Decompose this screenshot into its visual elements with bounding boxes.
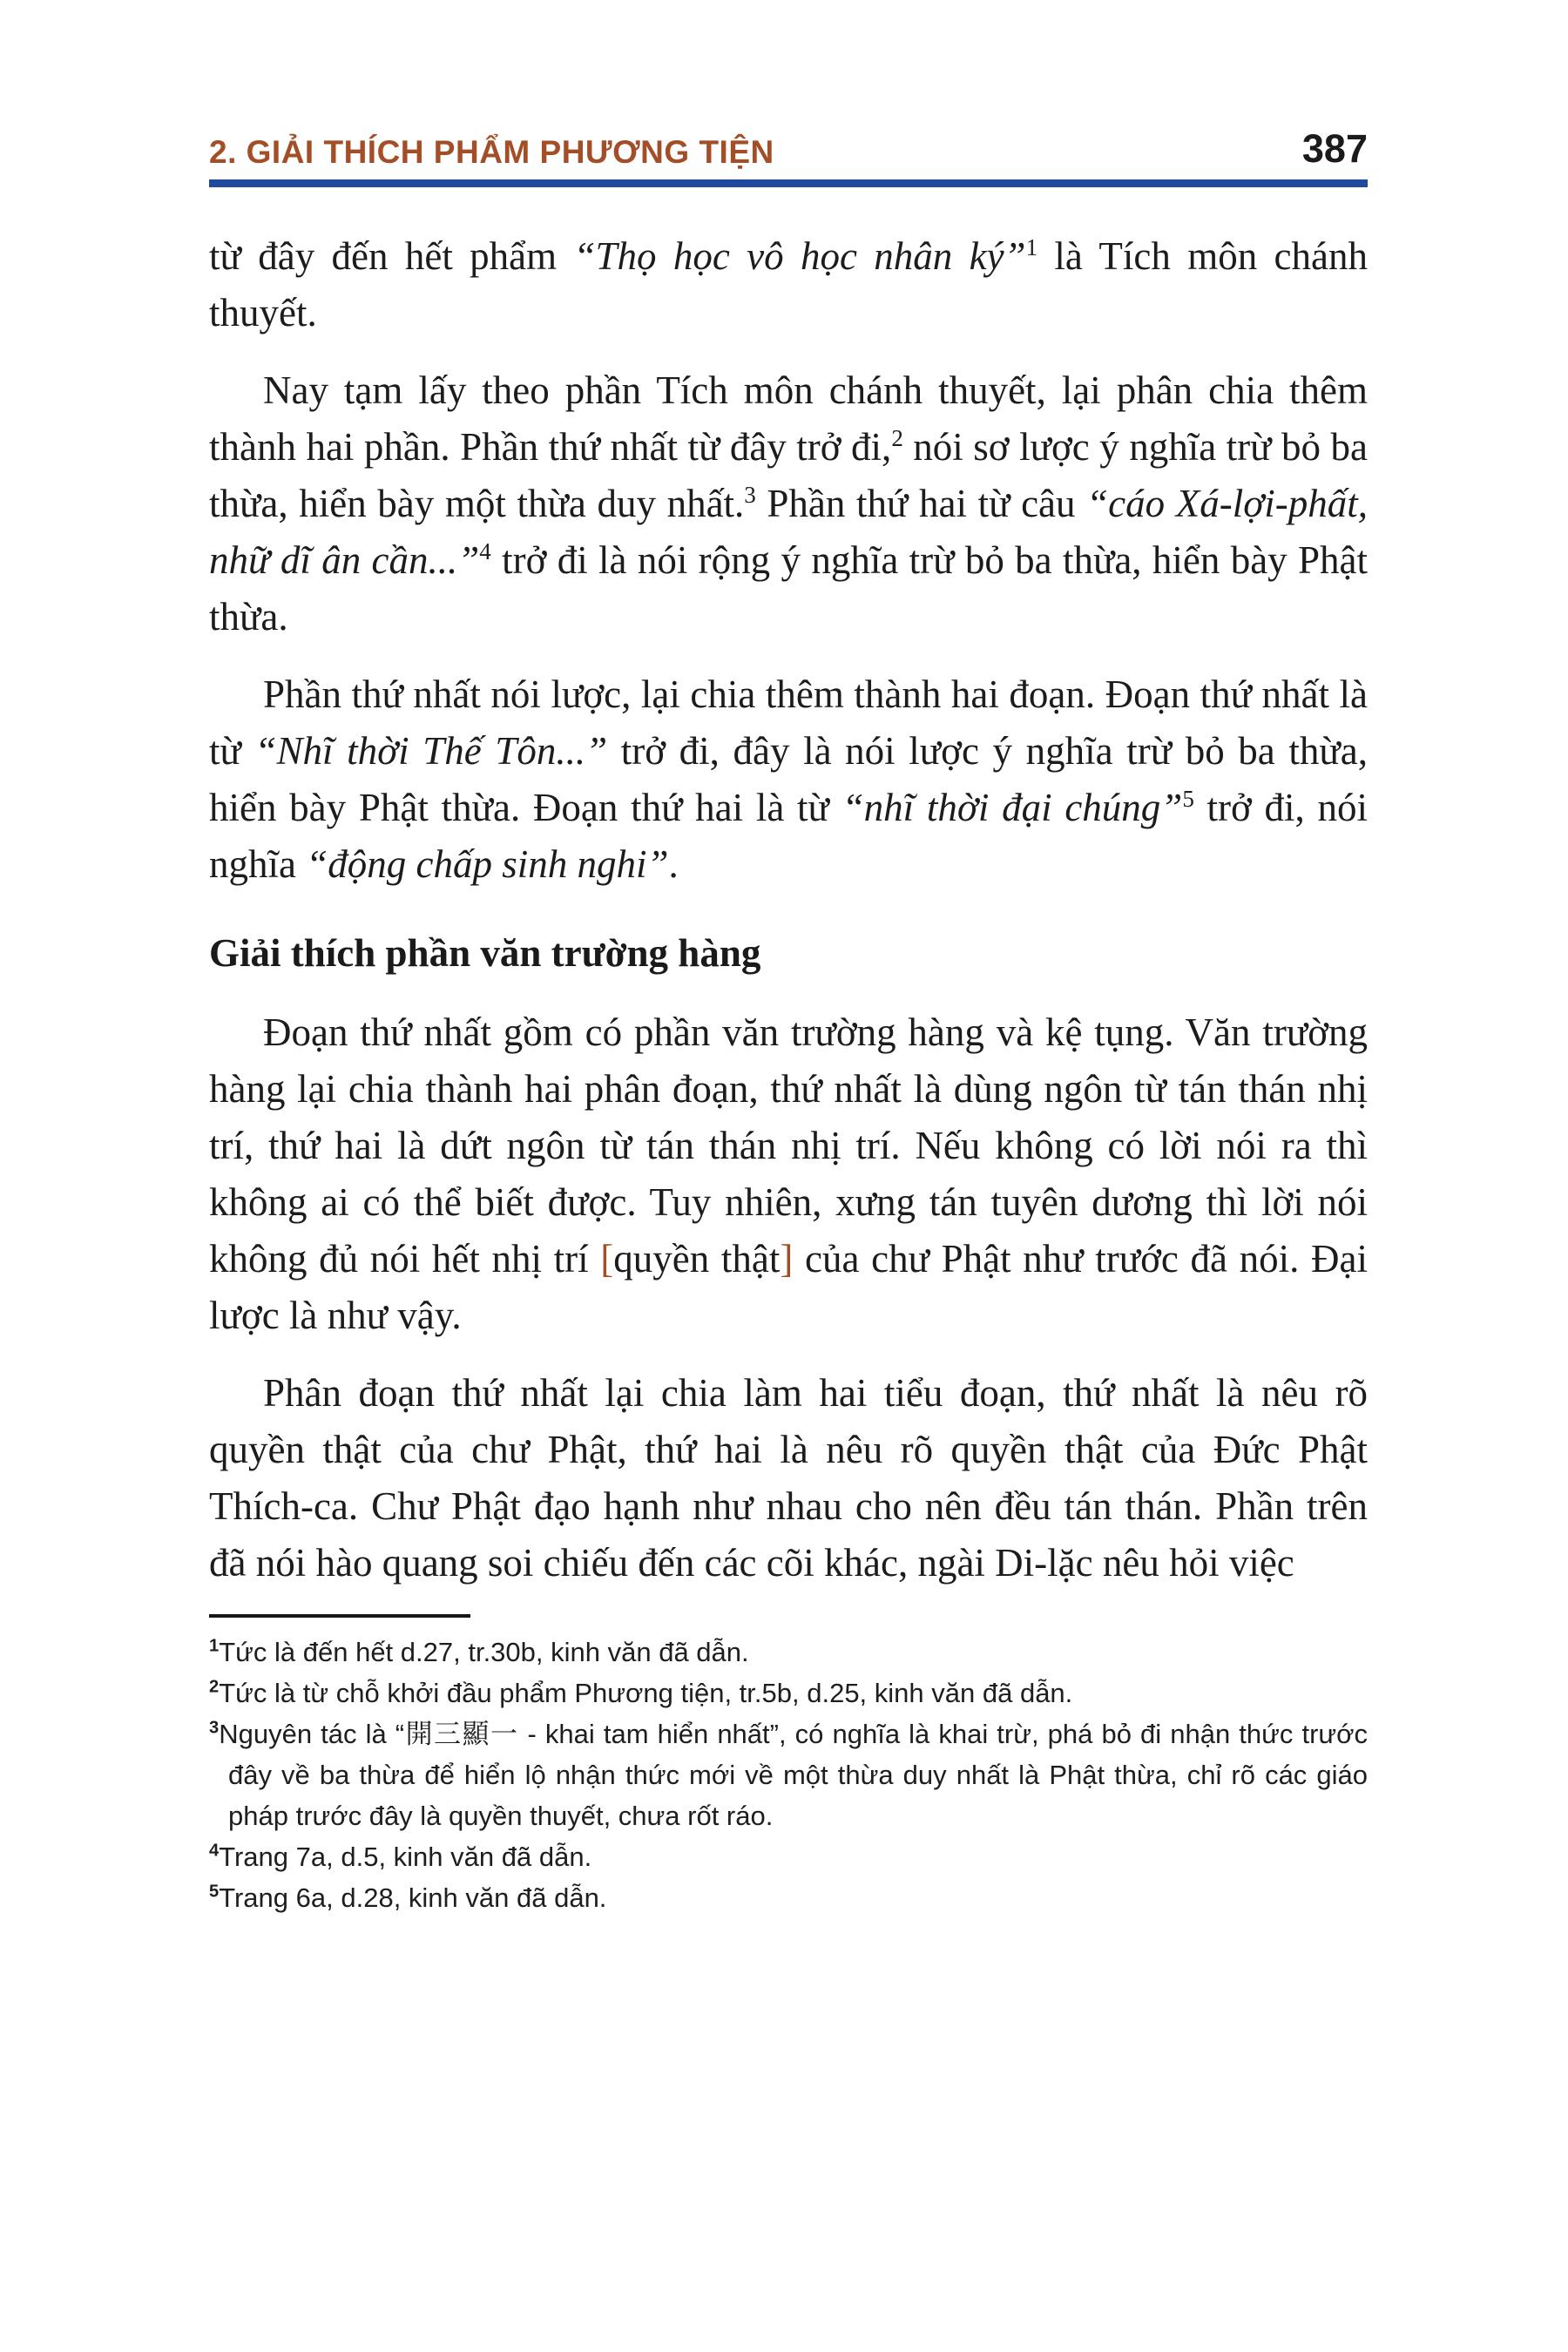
footnote — [209, 1713, 1368, 1836]
footnote-text: Tức là đến hết d.27, tr.30b, kinh văn đã dẫn. — [219, 1637, 749, 1667]
footnote-marker: 3 — [209, 1718, 220, 1738]
body-text — [209, 228, 1368, 1592]
text-run: từ đây đến hết phẩm — [209, 234, 574, 278]
footnote-marker: 5 — [209, 1882, 220, 1902]
text-run: trở đi là nói rộng ý nghĩa trừ bỏ ba thừa, hiển bày Phật thừa. — [209, 538, 1368, 639]
footnote-ref: 4 — [479, 538, 491, 564]
paragraph — [209, 666, 1368, 893]
section-label: 2. GIẢI THÍCH PHẨM PHƯƠNG TIỆN — [209, 134, 774, 170]
quoted-phrase: “Thọ học vô học nhân ký” — [573, 234, 1026, 278]
footnote-marker: 1 — [209, 1636, 220, 1656]
footnote — [209, 1673, 1368, 1713]
text-run: Phân đoạn thứ nhất lại chia làm hai tiểu đoạn, thứ nhất là nêu rõ quyền thật của chư Phật, thứ hai là nêu rõ quyền thật của Đức Phật Thích-ca. Chư Phật đạo hạnh như nhau cho nên đều tán thán. Phần trên đã nói hào quang soi chiếu đến các cõi khác, ngài Di-lặc nêu hỏi việc — [209, 1371, 1368, 1585]
footnote-marker: 2 — [209, 1677, 220, 1697]
footnote — [209, 1632, 1368, 1673]
paragraph — [209, 228, 1368, 341]
footnote-ref: 2 — [891, 425, 903, 451]
editorial-bracket: ] — [780, 1237, 794, 1281]
running-header — [209, 126, 1368, 171]
footnote-ref: 5 — [1182, 786, 1194, 812]
footnotes — [209, 1632, 1368, 1918]
text-run: nói sơ lược ý nghĩa trừ bỏ ba thừa, hiển bày một thừa duy nhất. — [209, 425, 1368, 525]
paragraph — [209, 1004, 1368, 1344]
text-run: trở đi, nói nghĩa — [209, 786, 1368, 886]
editorial-bracket: [ — [600, 1237, 614, 1281]
footnote-text: Trang 7a, d.5, kinh văn đã dẫn. — [219, 1842, 592, 1872]
footnote — [209, 1836, 1368, 1877]
footnote-ref: 1 — [1025, 234, 1038, 260]
text-run: là Tích môn chánh thuyết. — [209, 234, 1369, 335]
section-heading: Giải thích phần văn trường hàng — [209, 931, 761, 975]
footnote-separator — [209, 1614, 470, 1618]
text-run: quyền thật — [613, 1237, 781, 1281]
page-number: 387 — [1301, 126, 1368, 171]
text-run: của chư Phật như trước đã nói. Đại lược là như vậy. — [209, 1237, 1368, 1337]
quoted-phrase: “cáo Xá-lợi-phất, nhữ dĩ ân cần...” — [209, 482, 1368, 582]
footnote — [209, 1877, 1368, 1918]
text-run: trở đi, đây là nói lược ý nghĩa trừ bỏ ba thừa, hiển bày Phật thừa. Đoạn thứ hai là từ — [209, 729, 1368, 829]
footnote-text: Nguyên tác là “開三顯一 - khai tam hiển nhất”, có nghĩa là khai trừ, phá bỏ đi nhận thức trước đây về ba thừa để hiển lộ nhận thức mới về một thừa duy nhất là Phật thừa, chỉ rõ các giáo pháp trước đây là quyền thuyết, chưa rốt ráo. — [219, 1719, 1368, 1831]
footnote-ref: 3 — [744, 482, 756, 508]
quoted-phrase: “nhĩ thời đại chúng” — [841, 786, 1183, 829]
paragraph — [209, 362, 1368, 645]
footnote-text: Trang 6a, d.28, kinh văn đã dẫn. — [219, 1882, 607, 1913]
paragraph — [209, 1365, 1368, 1592]
quoted-phrase: “động chấp sinh nghi” — [306, 842, 669, 886]
quoted-phrase: “Nhĩ thời Thế Tôn...” — [254, 729, 608, 773]
footnote-marker: 4 — [209, 1841, 220, 1861]
header-rule — [209, 179, 1368, 187]
text-run: . — [668, 842, 679, 886]
text-run: Phần thứ nhất nói lược, lại chia thêm thành hai đoạn. Đoạn thứ nhất là từ — [209, 672, 1368, 773]
text-run: Nay tạm lấy theo phần Tích môn chánh thuyết, lại phân chia thêm thành hai phần. Phần thứ nhất từ đây trở đi, — [209, 368, 1368, 469]
text-run: Đoạn thứ nhất gồm có phần văn trường hàng và kệ tụng. Văn trường hàng lại chia thành hai phân đoạn, thứ nhất là dùng ngôn từ tán thán nhị trí, thứ hai là dứt ngôn từ tán thán nhị trí. Nếu không có lời nói ra thì không ai có thể biết được. Tuy nhiên, xưng tán tuyên dương thì lời nói không đủ nói hết nhị trí — [209, 1010, 1368, 1281]
text-run: Phần thứ hai từ câu — [755, 482, 1087, 525]
footnote-text: Tức là từ chỗ khởi đầu phẩm Phương tiện, tr.5b, d.25, kinh văn đã dẫn. — [219, 1678, 1073, 1708]
